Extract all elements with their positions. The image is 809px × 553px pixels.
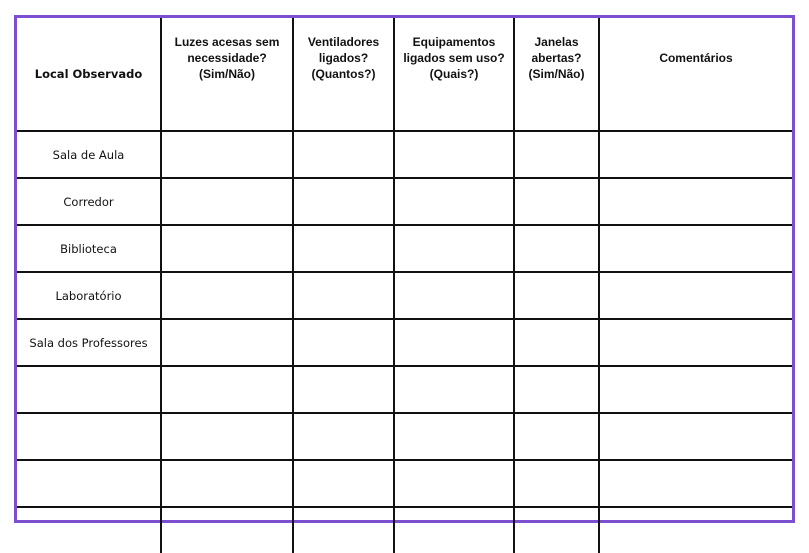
cell-ventiladores[interactable] [293, 225, 394, 272]
cell-luzes[interactable] [161, 131, 293, 178]
table-row [17, 131, 792, 178]
cell-luzes[interactable] [161, 507, 293, 553]
table-body [17, 131, 792, 553]
cell-janelas[interactable] [514, 460, 599, 507]
table-row [17, 178, 792, 225]
cell-janelas[interactable] [514, 413, 599, 460]
header-luzes: Luzes acesas sem necessidade? (Sim/Não) [161, 18, 293, 131]
cell-ventiladores[interactable] [293, 507, 394, 553]
cell-comentarios[interactable] [599, 460, 792, 507]
cell-equipamentos[interactable] [394, 178, 514, 225]
table-row [17, 507, 792, 553]
cell-equipamentos[interactable] [394, 131, 514, 178]
cell-janelas[interactable] [514, 225, 599, 272]
cell-comentarios[interactable] [599, 366, 792, 413]
cell-luzes[interactable] [161, 178, 293, 225]
cell-comentarios[interactable] [599, 131, 792, 178]
cell-ventiladores[interactable] [293, 319, 394, 366]
cell-comentarios[interactable] [599, 413, 792, 460]
observation-table [17, 18, 792, 553]
cell-janelas[interactable] [514, 131, 599, 178]
cell-ventiladores[interactable] [293, 131, 394, 178]
cell-janelas[interactable] [514, 272, 599, 319]
cell-local: Sala de Aula [17, 131, 161, 178]
header-row [17, 18, 792, 131]
cell-ventiladores[interactable] [293, 272, 394, 319]
cell-local [17, 366, 161, 413]
cell-janelas[interactable] [514, 366, 599, 413]
cell-equipamentos[interactable] [394, 507, 514, 553]
header-janelas: Janelas abertas? (Sim/Não) [514, 18, 599, 131]
cell-luzes[interactable] [161, 225, 293, 272]
cell-janelas[interactable] [514, 507, 599, 553]
cell-equipamentos[interactable] [394, 272, 514, 319]
cell-luzes[interactable] [161, 319, 293, 366]
cell-luzes[interactable] [161, 272, 293, 319]
table-row [17, 460, 792, 507]
cell-comentarios[interactable] [599, 178, 792, 225]
cell-ventiladores[interactable] [293, 460, 394, 507]
cell-luzes[interactable] [161, 366, 293, 413]
table-row [17, 272, 792, 319]
cell-local: Corredor [17, 178, 161, 225]
cell-equipamentos[interactable] [394, 225, 514, 272]
table-row [17, 319, 792, 366]
cell-luzes[interactable] [161, 460, 293, 507]
cell-comentarios[interactable] [599, 507, 792, 553]
cell-ventiladores[interactable] [293, 413, 394, 460]
cell-equipamentos[interactable] [394, 366, 514, 413]
cell-comentarios[interactable] [599, 225, 792, 272]
cell-comentarios[interactable] [599, 319, 792, 366]
cell-local [17, 413, 161, 460]
cell-local: Sala dos Professores [17, 319, 161, 366]
table-row [17, 366, 792, 413]
cell-janelas[interactable] [514, 178, 599, 225]
cell-ventiladores[interactable] [293, 178, 394, 225]
cell-janelas[interactable] [514, 319, 599, 366]
cell-luzes[interactable] [161, 413, 293, 460]
header-local: Local Observado [17, 18, 161, 131]
cell-comentarios[interactable] [599, 272, 792, 319]
cell-equipamentos[interactable] [394, 413, 514, 460]
cell-local [17, 507, 161, 553]
cell-local [17, 460, 161, 507]
cell-equipamentos[interactable] [394, 460, 514, 507]
cell-local: Laboratório [17, 272, 161, 319]
cell-equipamentos[interactable] [394, 319, 514, 366]
table-frame [14, 15, 795, 523]
cell-local: Biblioteca [17, 225, 161, 272]
cell-ventiladores[interactable] [293, 366, 394, 413]
table-row [17, 413, 792, 460]
table-row [17, 225, 792, 272]
header-equipamentos: Equipamentos ligados sem uso? (Quais?) [394, 18, 514, 131]
header-comentarios: Comentários [599, 18, 792, 131]
header-ventiladores: Ventiladores ligados? (Quantos?) [293, 18, 394, 131]
